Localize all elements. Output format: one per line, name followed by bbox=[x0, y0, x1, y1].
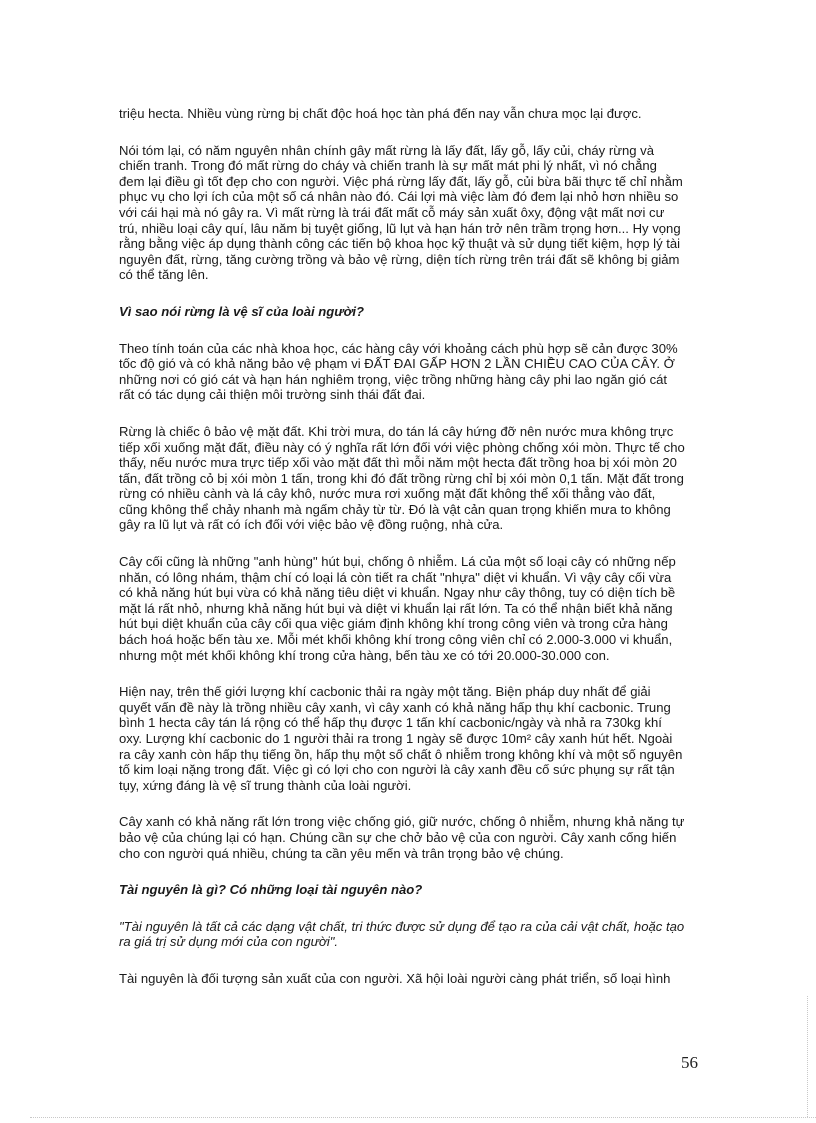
paragraph: Tài nguyên là đối tượng sản xuất của con người. Xã hội loài người càng phát triển, số loại hình bbox=[119, 970, 671, 986]
page-number: 56 bbox=[681, 1053, 698, 1072]
section-heading: Vì sao nói rừng là vệ sĩ của loài người? bbox=[119, 303, 365, 319]
quote-paragraph: "Tài nguyên là tất cả các dạng vật chất, tri thức được sử dụng để tạo ra của cải vật chất, hoặc tạo ra giá trị sử dụng mới của con người". bbox=[119, 918, 685, 950]
section-heading: Tài nguyên là gì? Có những loại tài nguyên nào? bbox=[119, 882, 423, 898]
paragraph: Cây cối cũng là những "anh hùng" hút bụi, chống ô nhiễm. Lá của một số loại cây có những nếp nhăn, có lông nhám, thậm chí có loại lá còn tiết ra chất "nhựa" diệt vi khuẩn. Vì vậy cây cối vừa có khả năng hút bụi vừa có khả năng tiêu diệt vi khuẩn. Ngay như cây thông, tuy có diện tích bề mặt lá rất nhỏ, nhưng khả năng hút bụi và diệt vi khuẩn lại rất lớn. Ta có thể nhận biết khả năng hút bụi diệt khuẩn của cây cối qua việc giám định không khí trong công viên và trong cửa hàng bách hoá hoặc bến tàu xe. Mỗi mét khối không khí trong công viên chỉ có 2.000-3.000 vi khuẩn, nhưng một mét khối không khí trong cửa hàng, bến tàu xe có tới 20.000-30.000 con. bbox=[119, 554, 676, 663]
paragraph: Theo tính toán của các nhà khoa học, các hàng cây với khoảng cách phù hợp sẽ cản được 30% tốc độ gió và có khả năng bảo vệ phạm vi ĐẤT ĐAI GẤP HƠN 2 LẦN CHIỀU CAO CỦA CÂY. Ở những nơi có gió cát và hạn hán nghiêm trọng, việc trồng những hàng cây phi lao ngăn gió cát rất có tác dụng cải thiện môi trường sinh thái đất đai. bbox=[119, 340, 678, 403]
paragraph: Rừng là chiếc ô bảo vệ mặt đất. Khi trời mưa, do tán lá cây hứng đỡ nên nước mưa không trực tiếp xối xuống mặt đất, điều này có ý nghĩa rất lớn đối với việc phòng chống xói mòn. Thực tế cho thấy, nếu nước mưa trực tiếp xối vào mặt đất thì mỗi năm một hecta đất trồng hoa bị xói mòn 20 tấn, đất trồng cỏ bị xói mòn 1 tấn, trong khi đó đất trồng rừng chỉ bị xói mòn 0,1 tấn. Mặt đất trong rừng có nhiều cành và lá cây khô, nước mưa rơi xuống mặt đất không thể xối thẳng vào đất, cũng không thể chảy nhanh mà ngấm chảy từ từ. Đó là vật cản quan trọng khiến mưa to không gây ra lũ lụt và rất có ích đối với việc bảo vệ đồng ruộng, nhà cửa. bbox=[119, 423, 685, 533]
paragraph: triệu hecta. Nhiều vùng rừng bị chất độc hoá học tàn phá đến nay vẫn chưa mọc lại được. bbox=[119, 106, 642, 121]
page-border-bottom bbox=[30, 1117, 816, 1118]
paragraph: Hiện nay, trên thế giới lượng khí cacbonic thải ra ngày một tăng. Biện pháp duy nhất để giải quyết vấn đề này là trồng nhiều cây xanh, vì cây xanh có khả năng hấp thụ khí cacbonic. Trung bình 1 hecta cây tán lá rộng có thể hấp thụ được 1 tấn khí cacbonic/ngày và nhả ra 730kg khí oxy. Lượng khí cacbonic do 1 người thải ra trong 1 ngày sẽ được 10m² cây xanh hút hết. Ngoài ra cây xanh còn hấp thụ tiếng ồn, hấp thụ một số chất ô nhiễm trong không khí và một số nguyên tố kim loại nặng trong đất. Việc gì có lợi cho con người là cây xanh đều cố sức phụng sự rất tận tụy, xứng đáng là vệ sĩ trung thành của loài người. bbox=[119, 684, 683, 793]
document-body bbox=[119, 106, 685, 1008]
paragraph: Cây xanh có khả năng rất lớn trong việc chống gió, giữ nước, chống ô nhiễm, nhưng khả năng tự bảo vệ của chúng lại có hạn. Chúng cần sự che chở bảo vệ của con người. Cây xanh cống hiến cho con người quá nhiều, chúng ta cần yêu mến và trân trọng bảo vệ chúng. bbox=[119, 814, 685, 861]
paragraph: Nói tóm lại, có năm nguyên nhân chính gây mất rừng là lấy đất, lấy gỗ, lấy củi, cháy rừng và chiến tranh. Trong đó mất rừng do cháy và chiến tranh là sự mất mát phi lý nhất, vì nó chẳng đem lại điều gì tốt đẹp cho con người. Việc phá rừng lấy đất, lấy gỗ, củi bừa bãi thực tế chỉ nhằm phục vụ cho lợi ích của một số cá nhân nào đó. Cái lợi mà việc làm đó đem lại nhỏ hơn nhiều so với cái hại mà nó gây ra. Vì mất rừng là trái đất mất cỗ máy sản xuất ôxy, động vật mất nơi cư trú, nhiều loại cây quí, lâu năm bị tuyệt giống, lũ lụt và hạn hán trở nên trầm trọng hơn... Hy vọng rằng bằng việc áp dụng thành công các tiến bộ khoa học kỹ thuật và sử dụng tiết kiệm, hợp lý tài nguyên đất, rừng, tăng cường trồng và bảo vệ rừng, diện tích rừng trên trái đất sẽ không bị giảm có thể tăng lên. bbox=[119, 142, 683, 283]
page-border-right bbox=[807, 996, 808, 1117]
